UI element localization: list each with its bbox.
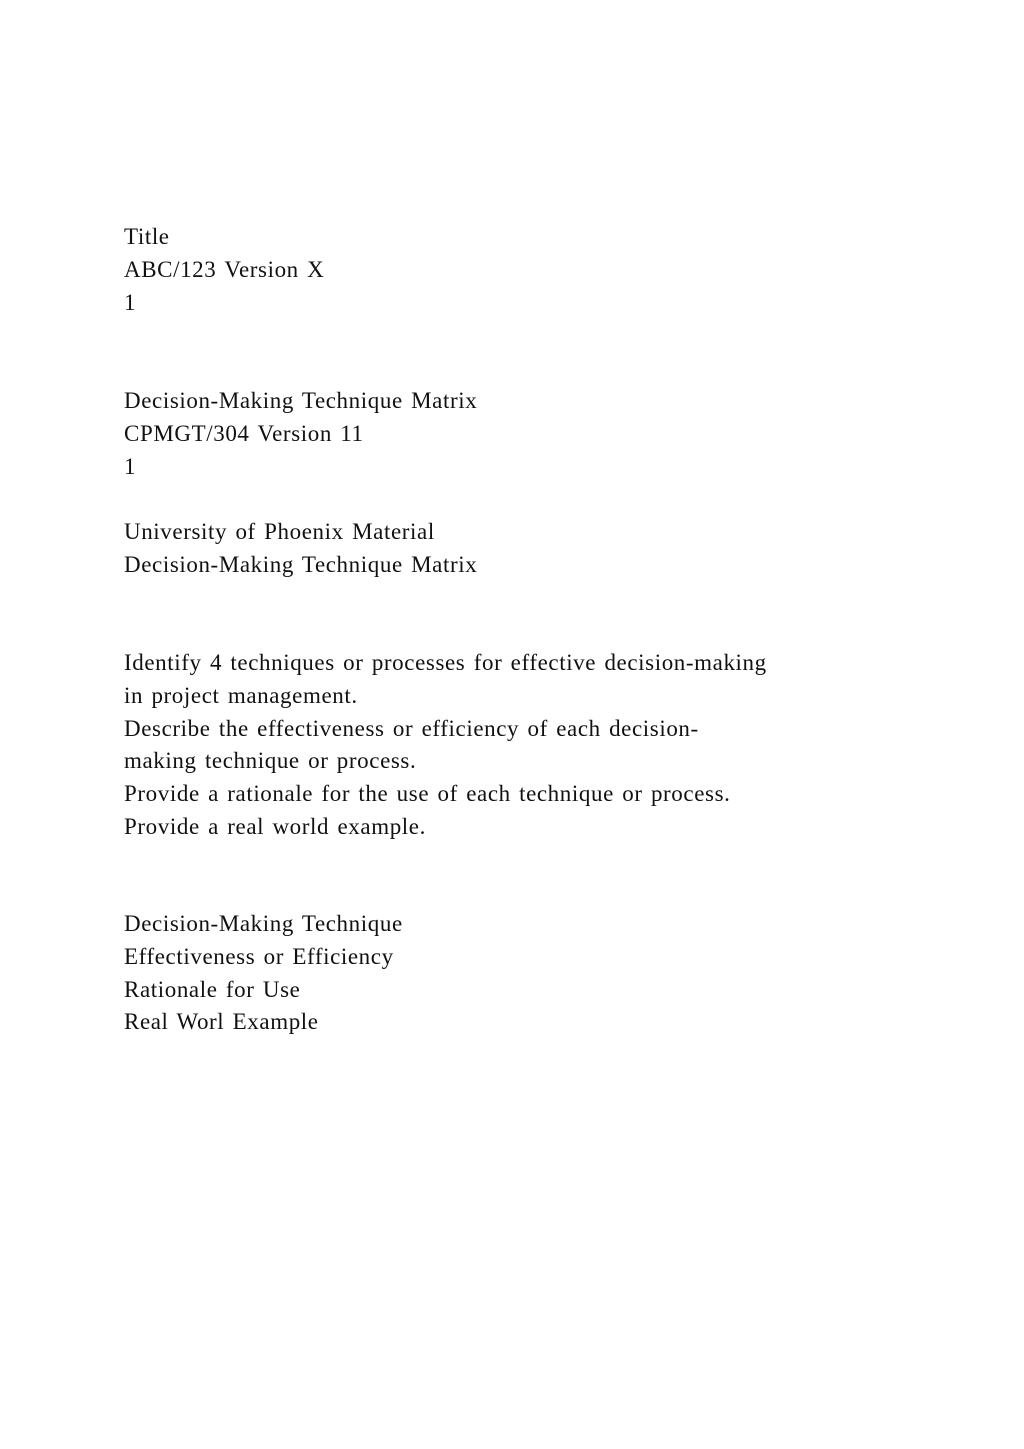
instruction-line: Describe the effectiveness or efficiency of each decision- (124, 715, 699, 741)
instruction-line: Identify 4 techniques or processes for effective decision-making (124, 650, 767, 675)
header-page-number: 1 (124, 289, 137, 315)
instruction-line: Provide a real world example. (124, 813, 426, 839)
document-title: Decision-Making Technique Matrix (124, 551, 478, 577)
instruction-line: in project management. (124, 682, 358, 708)
material-source (124, 516, 944, 582)
column-header-effectiveness: Effectiveness or Efficiency (124, 943, 394, 969)
course-header-page-number: 1 (124, 453, 137, 479)
column-header-rationale: Rationale for Use (124, 976, 301, 1002)
course-header-code: CPMGT/304 Version 11 (124, 420, 364, 446)
instruction-line: Provide a rationale for the use of each technique or process. (124, 781, 731, 807)
column-header-technique: Decision-Making Technique (124, 911, 403, 936)
header-title: Title (124, 224, 170, 249)
template-header (124, 221, 944, 319)
instructions (124, 647, 944, 844)
header-course-code: ABC/123 Version X (124, 256, 325, 282)
matrix-column-headers (124, 908, 944, 1039)
course-header-title: Decision-Making Technique Matrix (124, 388, 478, 413)
institution-name: University of Phoenix Material (124, 519, 435, 544)
column-header-example: Real Worl Example (124, 1009, 319, 1035)
course-header (124, 385, 944, 483)
instruction-line: making technique or process. (124, 748, 417, 774)
